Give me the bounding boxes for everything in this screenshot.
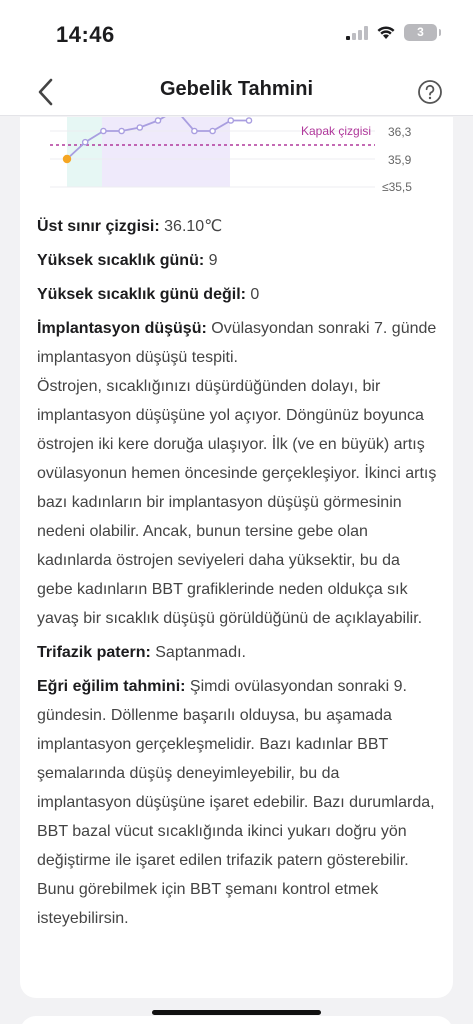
bbt-data-point [228,118,233,123]
implantation-explanation: Östrojen, sıcaklığınızı düşürdüğünden dolayı, bir implantasyon düşüşüne yol açıyor. Döngünüz boyunca östrojen iki kere doruğa ulaşıyor. İlk (ve en büyük) artış ovülasyonun hemen öncesinde gerçekleşiyor. İkinci artış bazı kadınların bir implantasyon düşüşü görmesinin nedeni olabilir. Ancak, bunun tersine gebe olan kadınlarda östrojen seviyeleri daha yüksektir, bu da gebe kadınların BBT grafiklerinde neden oldukça sık yavaş bir sıcaklık düşüşü görüldüğünü de açıklayabilir. [37,378,437,627]
bbt-data-point [246,118,251,123]
y-tick-label: 36,3 [388,125,412,139]
cover-line-label: Kapak çizgisi [301,124,372,138]
status-time: 14:46 [56,22,115,47]
curve-trend-paragraph [37,672,437,933]
curve-trend-label: Eğri eğilim tahmini: [37,678,186,695]
implantation-value: Ovülasyondan sonraki 7. günde implantasyon düşüşü tespiti. [37,320,437,366]
bbt-data-point [137,125,142,130]
details-section [37,212,437,938]
luteal-zone [102,117,230,187]
bbt-data-point [64,156,71,163]
high-days-label: Yüksek sıcaklık günü: [37,252,205,269]
battery-icon: 3 [404,24,437,41]
curve-trend-value: Şimdi ovülasyondan sonraki 9. gündesin. Döllenme başarılı olduysa, bu aşamada implantasyon gerçekleşmelidir. Bazı kadınlar BBT şemalarında düşüş deneyimleyebilir, bu da implantasyon düşüşüne işaret edebilir. Bazı durumlarda, BBT bazal vücut sıcaklığında ikinci yukarı doğru yön değiştirme ile işaret edilen trifazik patern gösterebilir. Bunu görebilmek için BBT şemanı kontrol etmek isteyebilirsin. [37,678,435,927]
cellular-signal-icon [346,26,368,40]
triphasic-label: Trifazik patern: [37,644,151,661]
y-tick-label: ≤35,5 [382,180,412,194]
wifi-icon [376,25,396,40]
bbt-data-point [83,140,88,145]
y-tick-label: 35,9 [388,153,412,167]
not-high-days-value: 0 [245,286,260,303]
status-bar [0,0,473,68]
bbt-data-point [119,128,124,133]
implantation-label: İmplantasyon düşüşü: [37,320,207,337]
pregnancy-estimate-card [20,117,453,998]
bbt-data-point [155,118,160,123]
home-indicator [152,1010,321,1015]
high-days-value: 9 [204,252,218,269]
bbt-data-point [210,128,215,133]
upper-line-label: Üst sınır çizgisi: [37,218,160,235]
page-title: Gebelik Tahmini [160,78,313,100]
triphasic-value: Saptanmadı. [150,644,246,661]
high-days-row [37,246,437,275]
next-card-edge [20,1016,453,1024]
not-high-days-row [37,280,437,309]
follicular-zone [67,117,102,187]
upper-line-value: 36.10℃ [159,218,223,235]
not-high-days-label: Yüksek sıcaklık günü değil: [37,286,246,303]
navigation-bar [0,68,473,116]
bbt-data-point [192,128,197,133]
implantation-paragraph [37,314,437,633]
triphasic-row [37,638,437,667]
status-icons [346,24,437,41]
help-icon[interactable] [417,79,443,105]
bbt-chart [20,117,453,201]
upper-line-row [37,212,437,241]
bbt-data-point [101,128,106,133]
